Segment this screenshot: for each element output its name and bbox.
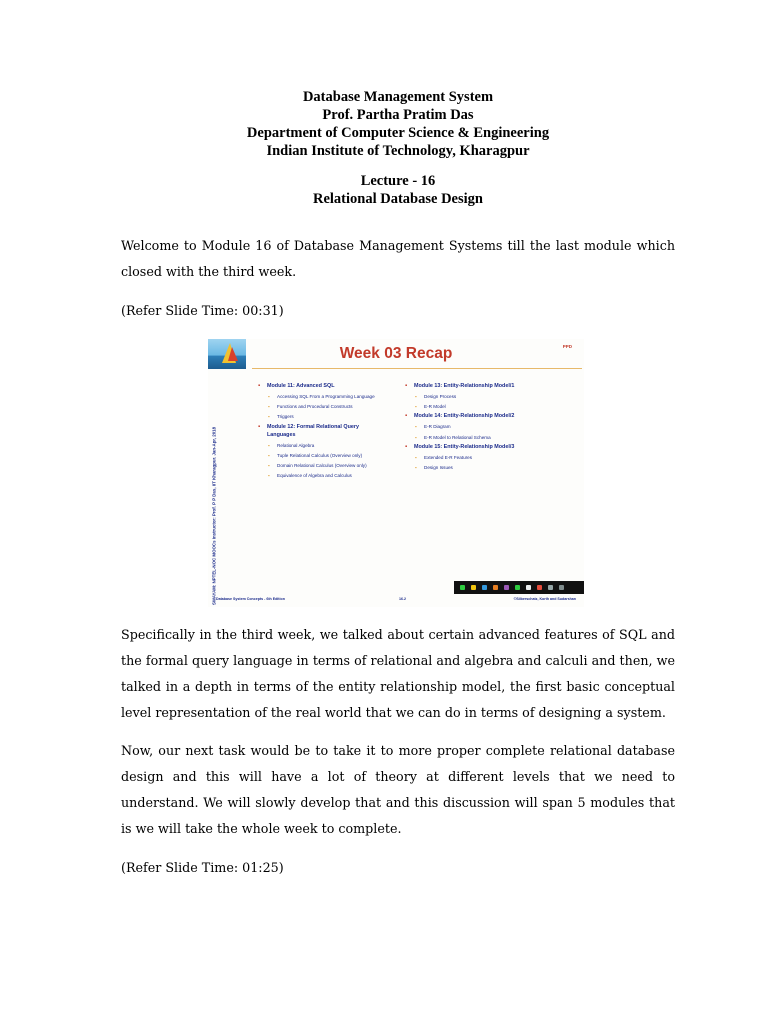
institute-name: Indian Institute of Technology, Kharagpur <box>266 143 530 159</box>
slide-right-column <box>405 382 565 473</box>
paragraph-next-task: Now, our next task would be to take it to more proper complete relational database design and this will have a lot of theory at different levels that we need to understand. We will slowly develop that and this discussion will span 5 modules that is we will take the whole week to complete. <box>121 743 675 836</box>
highlighter-icon <box>482 585 487 590</box>
paragraph-welcome: Welcome to Module 16 of Database Management Systems till the last module which closed with the third week. <box>121 238 675 279</box>
slide-module-item: ▪ E-R Diagram <box>405 422 565 432</box>
instructor-name: Prof. Partha Pratim Das <box>322 107 474 123</box>
annotation-toolbar <box>454 581 584 594</box>
lecture-title: Relational Database Design <box>313 191 483 207</box>
slide-module-heading-line2: Languages <box>267 431 296 438</box>
slide-module-item: ▪ E-R Model to Relational Schema <box>405 433 565 443</box>
slide-module-item: ▪ Domain Relational Calculus (Overview only) <box>258 461 418 471</box>
slide-side-text: SWAYAM: NPTEL-NOC MOOCs Instructor: Prof. P P Das, IIT Kharagpur. Jan-Apr, 2018 <box>211 426 217 606</box>
slide-logo: PPD <box>562 344 572 349</box>
refer-slide-time-1: (Refer Slide Time: 00:31) <box>121 303 284 318</box>
text-icon <box>526 585 531 590</box>
settings-icon <box>559 585 564 590</box>
slide-module-item: ▪ Accessing SQL From a Programming Language <box>258 392 418 402</box>
refer-slide-time-2: (Refer Slide Time: 01:25) <box>121 860 284 875</box>
slide-module-item: ▪ Design Process <box>405 392 565 402</box>
slide-module-item: ▪ E-R Model <box>405 402 565 412</box>
slide-side-bar <box>208 369 220 607</box>
color-icon <box>537 585 542 590</box>
arrow-icon <box>460 585 465 590</box>
slide-module-item: ▪ Design Issues <box>405 463 565 473</box>
slide-module-heading: ▪ Module 14: Entity-Relationship Model/2 <box>405 412 565 420</box>
slide-module-item: ▪ Relational Algebra <box>258 441 418 451</box>
shape-icon <box>515 585 520 590</box>
slide-module-item: ▪ Extended E-R Features <box>405 453 565 463</box>
slide-footer-page: 16.2 <box>399 597 406 601</box>
slide-module-heading: ▪ Module 15: Entity-Relationship Model/3 <box>405 443 565 451</box>
slide-footer <box>216 597 580 605</box>
clear-icon <box>548 585 553 590</box>
slide-module-heading <box>258 423 418 439</box>
department-name: Department of Computer Science & Engineering <box>246 125 550 141</box>
slide-module-item: ▪ Triggers <box>258 412 418 422</box>
eraser-icon <box>504 585 509 590</box>
lecture-heading <box>0 172 768 208</box>
slide-module-item: ▪ Equivalence of Algebra and Calculus <box>258 471 418 481</box>
course-name: Database Management System <box>302 89 494 105</box>
slide-module-item: ▪ Functions and Procedural Constructs <box>258 402 418 412</box>
paragraph-third-week: Specifically in the third week, we talked about certain advanced features of SQL and the formal query language in terms of relational and algebra and calculi and then, we talked in a depth in terms of the entity relationship model, the first basic conceptual level representation of the real world that we can do in terms of designing a system. <box>121 627 675 720</box>
slide-module-heading: ▪ Module 11: Advanced SQL <box>258 382 418 390</box>
pen-icon <box>471 585 476 590</box>
slide-divider <box>252 368 582 369</box>
slide-module-item: ▪ Tuple Relational Calculus (Overview only) <box>258 451 418 461</box>
slide-module-heading: ▪ Module 13: Entity-Relationship Model/1 <box>405 382 565 390</box>
lecture-number: Lecture - 16 <box>360 173 436 189</box>
slide-footer-copyright: ©Silberschatz, Korth and Sudarshan <box>513 597 576 601</box>
slide-image <box>208 339 584 607</box>
slide-footer-book: Database System Concepts - 6th Edition <box>216 597 285 601</box>
slide-title: Week 03 Recap <box>339 345 453 362</box>
document-header <box>0 88 768 160</box>
marker-icon <box>493 585 498 590</box>
slide-module-heading-line1: Module 12: Formal Relational Query <box>267 423 359 430</box>
slide-left-column <box>258 382 418 481</box>
